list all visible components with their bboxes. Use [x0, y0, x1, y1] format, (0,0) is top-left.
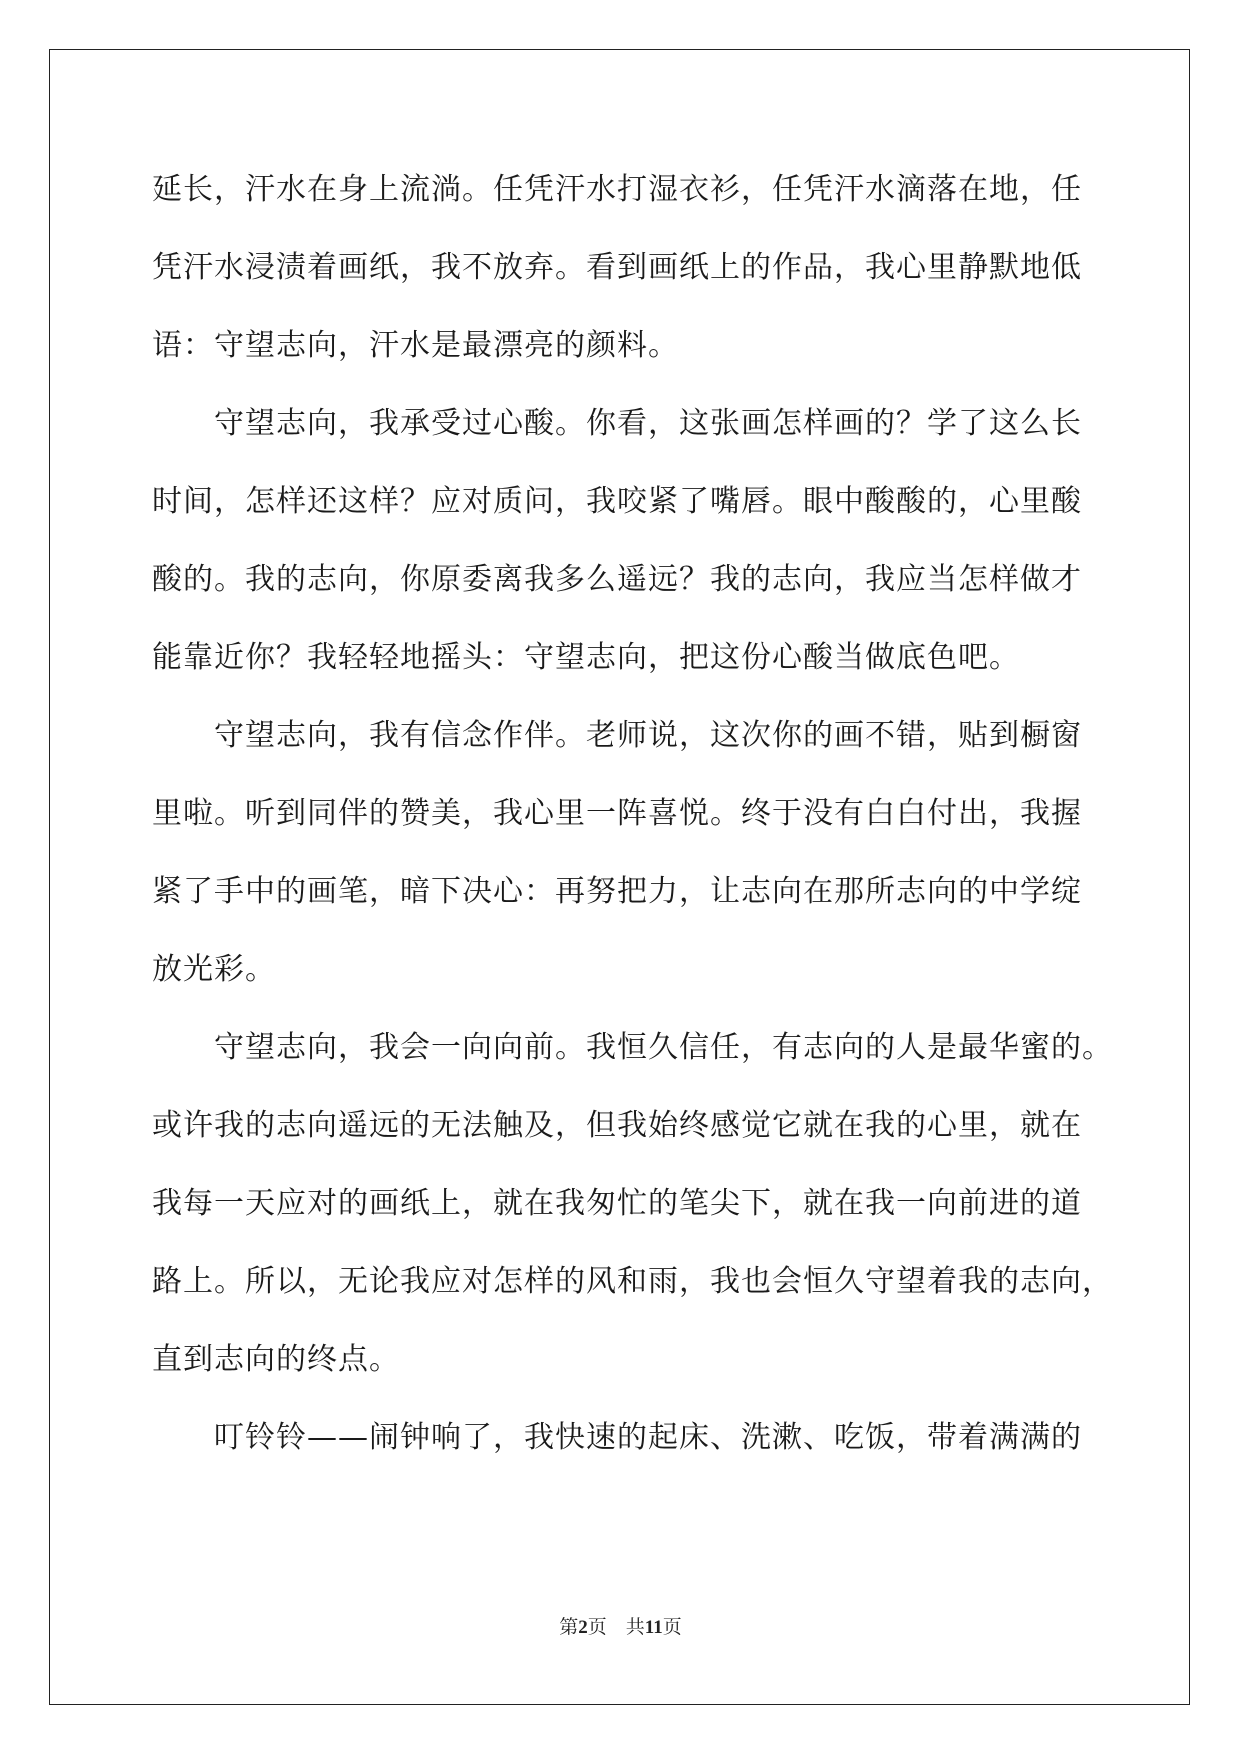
text-line: 里啦。听到同伴的赞美，我心里一阵喜悦。终于没有白白付出，我握	[152, 796, 1082, 831]
page-footer	[0, 1612, 1241, 1639]
footer-page-suffix: 页	[587, 1617, 607, 1638]
footer-prefix: 第	[559, 1617, 579, 1638]
text-line: 延长，汗水在身上流淌。任凭汗水打湿衣衫，任凭汗水滴落在地，任	[152, 172, 1082, 207]
text-line: 路上。所以，无论我应对怎样的风和雨，我也会恒久守望着我的志向，	[152, 1264, 1113, 1299]
current-page-number: 2	[578, 1617, 588, 1638]
body-text	[152, 165, 1113, 1491]
text-line: 紧了手中的画笔，暗下决心：再努把力，让志向在那所志向的中学绽	[152, 874, 1082, 909]
text-line: 或许我的志向遥远的无法触及，但我始终感觉它就在我的心里，就在	[152, 1108, 1082, 1143]
text-line: 守望志向，我会一向向前。我恒久信任，有志向的人是最华蜜的。	[214, 1030, 1113, 1065]
text-line: 我每一天应对的画纸上，就在我匆忙的笔尖下，就在我一向前进的道	[152, 1186, 1082, 1221]
text-line: 守望志向，我承受过心酸。你看，这张画怎样画的？学了这么长	[214, 406, 1082, 441]
text-line: 语：守望志向，汗水是最漂亮的颜料。	[152, 328, 679, 363]
text-line: 酸的。我的志向，你原委离我多么遥远？我的志向，我应当怎样做才	[152, 562, 1082, 597]
total-page-count: 11	[644, 1617, 663, 1638]
footer-total-suffix: 页	[662, 1617, 682, 1638]
footer-total-prefix: 共	[625, 1617, 645, 1638]
text-line: 能靠近你？我轻轻地摇头：守望志向，把这份心酸当做底色吧。	[152, 640, 1020, 675]
text-line: 叮铃铃——闹钟响了，我快速的起床、洗漱、吃饭，带着满满的	[214, 1420, 1082, 1455]
text-line: 放光彩。	[152, 952, 276, 987]
text-line: 凭汗水浸渍着画纸，我不放弃。看到画纸上的作品，我心里静默地低	[152, 250, 1082, 285]
text-line: 直到志向的终点。	[152, 1342, 400, 1377]
text-line: 时间，怎样还这样？应对质问，我咬紧了嘴唇。眼中酸酸的，心里酸	[152, 484, 1082, 519]
text-line: 守望志向，我有信念作伴。老师说，这次你的画不错，贴到橱窗	[214, 718, 1082, 753]
